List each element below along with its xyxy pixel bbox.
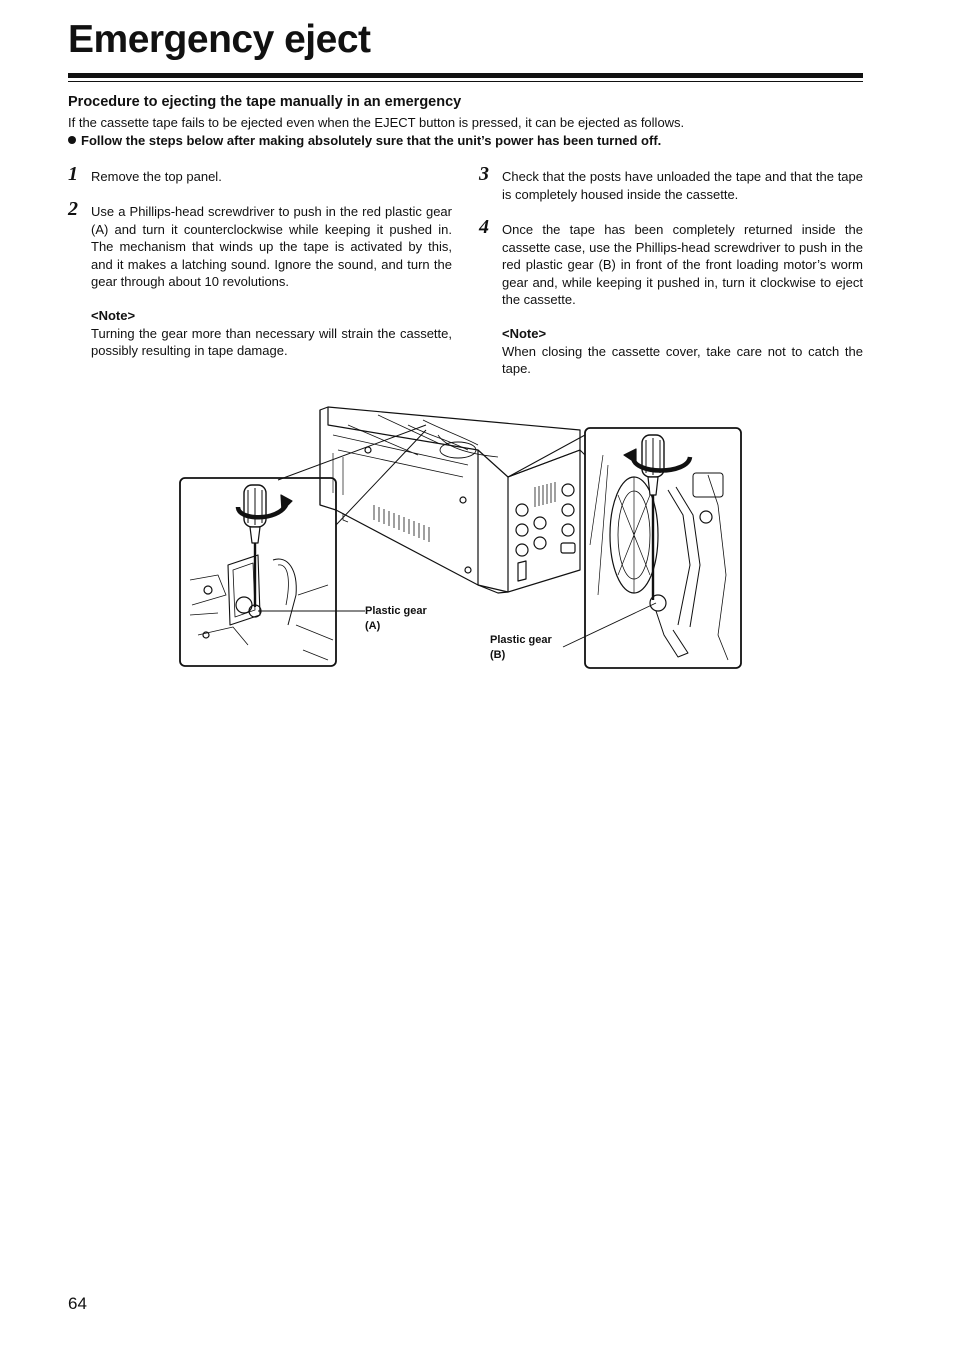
step-number: 3 [479,163,489,185]
title-rule-thin [68,81,863,82]
step-2 [68,198,452,360]
emergency-eject-illustration [178,395,744,673]
bullet-icon [68,136,76,144]
note-text: Turning the gear more than necessary will strain the cassette, possibly resulting in tape damage. [91,325,452,359]
section-heading: Procedure to ejecting the tape manually in an emergency [68,94,462,110]
note-label: <Note> [91,307,136,323]
label-plastic-gear-a: Plastic gear (A) [365,605,427,632]
step-3 [479,163,863,203]
step-4 [479,216,863,378]
step-number: 1 [68,163,78,185]
step-text: Check that the posts have unloaded the tape and that the tape is completely housed inside the cassette. [502,169,863,202]
page-title: Emergency eject [68,18,371,61]
illustration-drawing [178,395,744,673]
step-number: 4 [479,216,489,238]
page-number: 64 [68,1294,87,1313]
warning-text [68,133,661,148]
note-label: <Note> [502,325,547,341]
note-text: When closing the cassette cover, take care not to catch the tape. [502,343,863,377]
warning-label: Follow the steps below after making absolutely sure that the unit’s power has been turned off. [81,133,662,148]
step-number: 2 [68,198,78,220]
step-1 [68,163,452,186]
title-rule-thick [68,73,863,78]
label-plastic-gear-b: Plastic gear (B) [490,634,552,661]
step-text: Remove the top panel. [91,169,222,184]
step-text: Use a Phillips-head screwdriver to push in the red plastic gear (A) and turn it counterclockwise while keeping it pushed in. The mechanism that winds up the tape is activated by this, and it makes a latching sound. Ignore the sound, and turn the gear through about 10 revolutions. [91,204,452,290]
step-text: Once the tape has been completely returned inside the cassette case, use the Phillips-head screwdriver to push in the red plastic gear (B) in front of the front loading motor’s worm gear and, while keeping it pushed in, turn it clockwise to eject the cassette. [502,222,863,308]
intro-text: If the cassette tape fails to be ejected even when the EJECT button is pressed, it can be ejected as follows. [68,115,685,130]
